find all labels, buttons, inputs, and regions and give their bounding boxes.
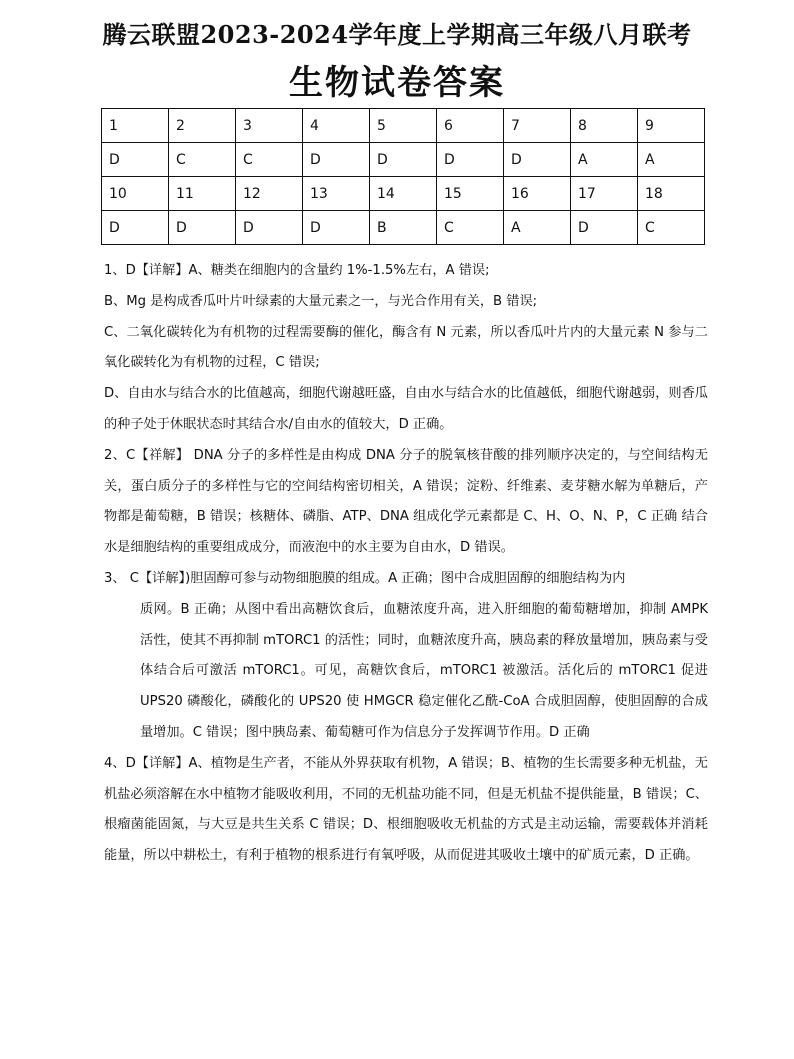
table-cell: 13 [303,177,370,211]
table-cell: D [169,211,236,245]
table-cell: A [504,211,571,245]
table-cell: 16 [504,177,571,211]
table-cell: B [370,211,437,245]
table-row [102,109,705,143]
table-cell: D [370,143,437,177]
explanation-continuation: 质网。B 正确；从图中看出高糖饮食后，血糖浓度升高，进入肝细胞的葡萄糖增加，抑制 AMPK 活性，使其不再抑制 mTORC1 的活性；同时，血糖浓度升高，胰岛素的释放量增加，胰岛素与受体结合后可激活 mTORC1。可见，高糖饮食后，mTORC1 被激活。活化后的 mTORC1 促进 UPS20 磷酸化，磷酸化的 UPS20 使 HMGCR 稳定催化乙酰-CoA 合成胆固醇，使胆固醇的合成量增加。C 错误；图中胰岛素、葡萄糖可作为信息分子发挥调节作用。D 正确 [140,601,708,740]
explanation-line: D、自由水与结合水的比值越高，细胞代谢越旺盛，自由水与结合水的比值越低，细胞代谢越弱，则香瓜的种子处于休眠状态时其结合水/自由水的值较大，D 正确。 [104,386,708,432]
table-cell: D [437,143,504,177]
table-cell: D [102,143,169,177]
explanation-line: C、二氧化碳转化为有机物的过程需要酶的催化，酶含有 N 元素，所以香瓜叶片内的大量元素 N 参与二氧化碳转化为有机物的过程，C 错误; [104,324,708,371]
table-cell: 12 [236,177,303,211]
answer-explanations [104,256,708,872]
table-cell: D [102,211,169,245]
table-cell: 5 [370,109,437,143]
exam-title: 腾云联盟2023-2024学年度上学期高三年级八月联考 [102,20,692,49]
table-cell: C [169,143,236,177]
table-cell: D [504,143,571,177]
table-cell: 1 [102,109,169,143]
table-cell: 2 [169,109,236,143]
table-cell: 9 [638,109,705,143]
table-cell: 11 [169,177,236,211]
table-cell: 4 [303,109,370,143]
explanation-3 [104,564,708,749]
table-cell: 8 [571,109,638,143]
table-cell: 15 [437,177,504,211]
explanation-line: B、Mg 是构成香瓜叶片叶绿素的大量元素之一，与光合作用有关，B 错误; [104,293,538,309]
table-cell: 3 [236,109,303,143]
table-cell: D [571,211,638,245]
table-cell: D [236,211,303,245]
explanation-1 [104,256,708,441]
table-cell: C [638,211,705,245]
table-cell: C [236,143,303,177]
table-cell: D [303,211,370,245]
table-cell: 18 [638,177,705,211]
explanation-line: 1、D【详解】A、糖类在细胞内的含量约 1%-1.5%左右，A 错误; [104,263,490,278]
explanation-4 [104,749,708,872]
explanation-2 [104,441,708,564]
document-title: 生物试卷答案 [289,63,505,103]
table-cell: A [571,143,638,177]
table-cell: 10 [102,177,169,211]
explanation-lead: 3、 C【详解】)胆固醇可参与动物细胞膜的组成。A 正确；图中合成胆固醇的细胞结构为内 [104,570,626,586]
table-cell: 7 [504,109,571,143]
answer-table [101,108,705,245]
table-row [102,143,705,177]
table-cell: 6 [437,109,504,143]
table-cell: A [638,143,705,177]
table-cell: 14 [370,177,437,211]
table-cell: D [303,143,370,177]
explanation-line: 2、C【祥解】 DNA 分子的多样性是由构成 DNA 分子的脱氧核苷酸的排列顺序决定的，与空间结构无关，蛋白质分子的多样性与它的空间结构密切相关，A 错误；淀粉、纤维素、麦芽糖水解为单糖后，产物都是葡萄糖，B 错误；核糖体、磷脂、ATP、DNA 组成化学元素都是 C、H、O、N、P，C 正确 结合水是细胞结构的重要组成成分，而液泡中的水主要为自由水，D 错误。 [104,447,708,556]
table-cell: 17 [571,177,638,211]
page-header [0,0,794,108]
table-cell: C [437,211,504,245]
explanation-line: 4、D【详解】A、植物是生产者，不能从外界获取有机物，A 错误；B、植物的生长需要多种无机盐，无机盐必须溶解在水中植物才能吸收利用，不同的无机盐功能不同，但是无机盐不提供能量，B 错误；C、根瘤菌能固氮，与大豆是共生关系 C 错误；D、根细胞吸收无机盐的方式是主动运输，需要载体并消耗能量，所以中耕松土，有利于植物的根系进行有氧呼吸，从而促进其吸收土壤中的矿质元素，D 正确。 [104,755,708,864]
table-row [102,211,705,245]
table-row [102,177,705,211]
